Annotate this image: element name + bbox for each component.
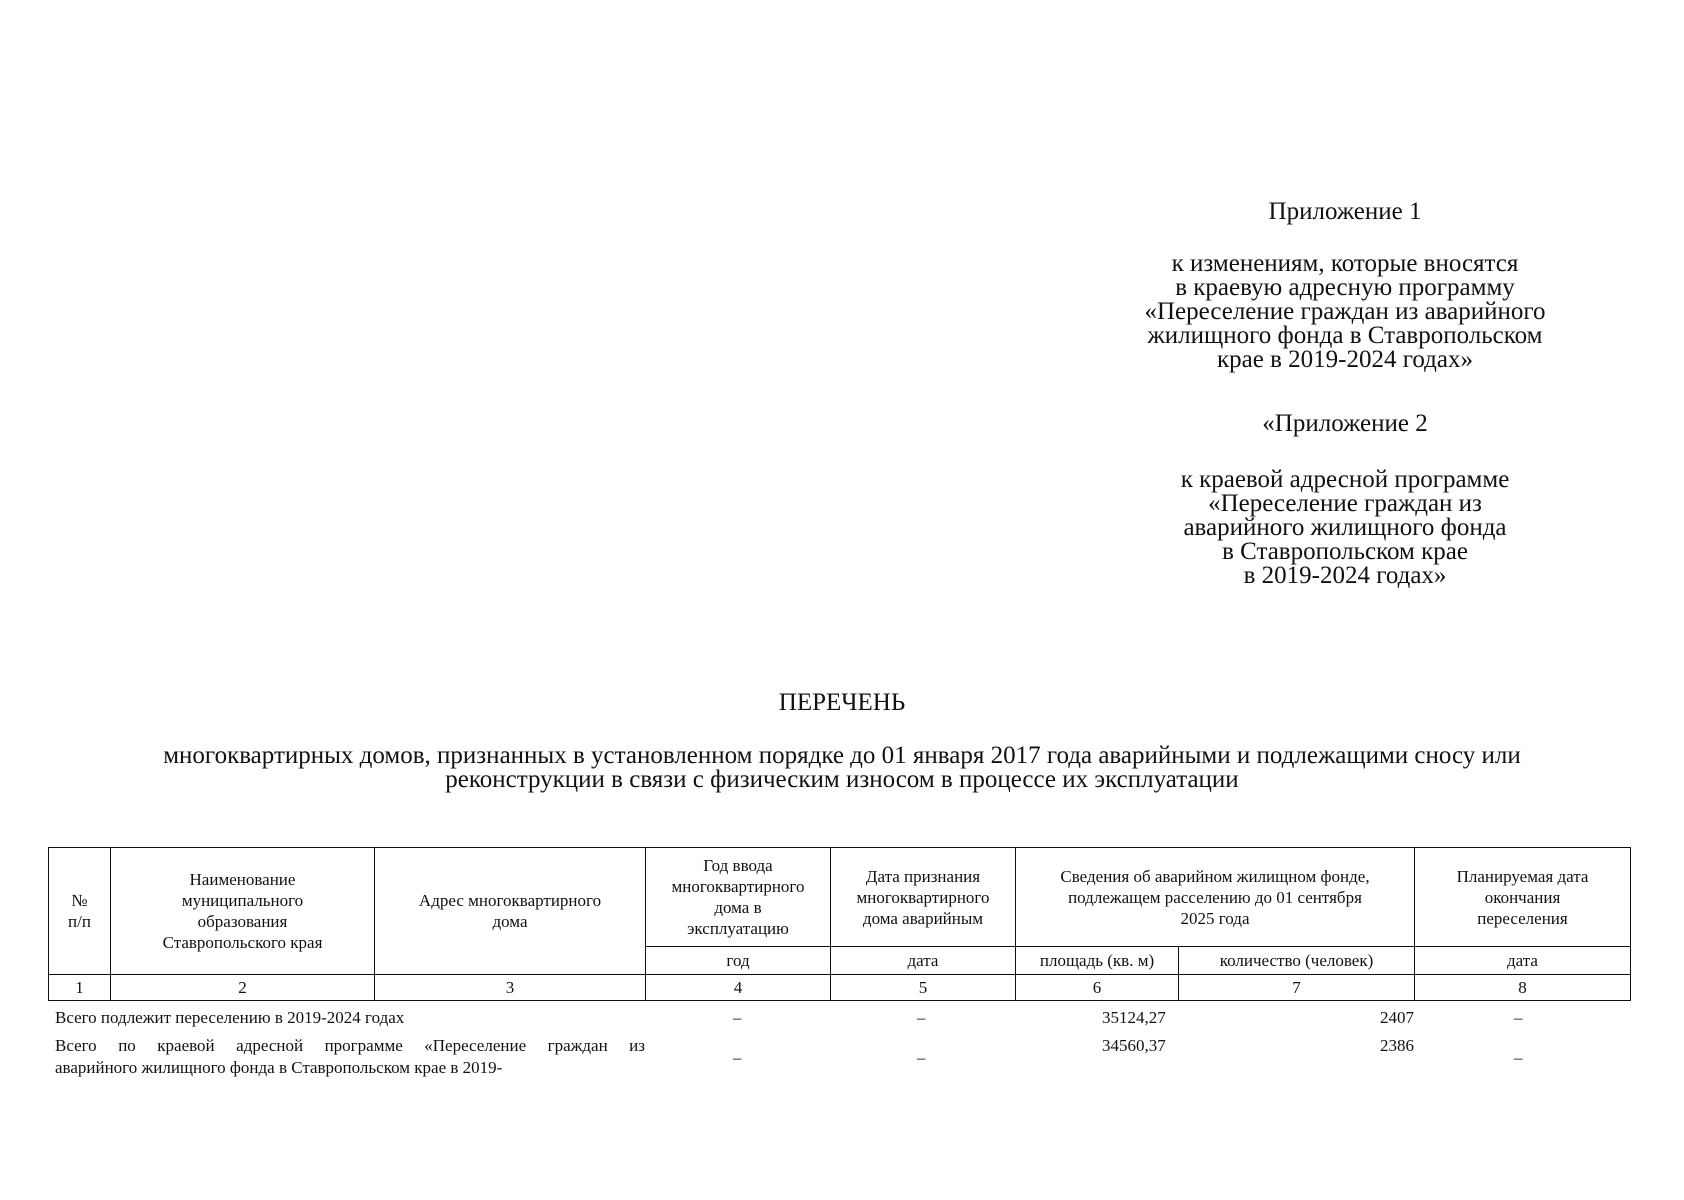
summary-area: 35124,27 [1102, 1008, 1166, 1027]
summary-year: – [733, 1048, 742, 1067]
column-number: 6 [1016, 975, 1179, 1001]
summary-planned: – [1514, 1008, 1523, 1027]
summary-label: Всего подлежит переселению в 2019-2024 годах [55, 1008, 405, 1027]
document-subtitle: многоквартирных домов, признанных в установленном порядке до 01 января 2017 года аварийными и подлежащими сносу или реконструкции в связи с физическим износом в процессе их эксплуатации [163, 742, 1521, 793]
summary-recognition: – [917, 1008, 926, 1027]
summary-planned: – [1514, 1048, 1523, 1067]
document-title: ПЕРЕЧЕНЬ [778, 689, 906, 716]
subheader-year: год [646, 947, 831, 975]
houses-table [48, 847, 1631, 1001]
column-number: 3 [375, 975, 646, 1001]
header-recognition-date: Дата признания многоквартирного дома аварийным [831, 848, 1016, 947]
subheader-recognition-date: дата [831, 947, 1016, 975]
column-number: 8 [1415, 975, 1631, 1001]
summary-area: 34560,37 [1102, 1036, 1166, 1055]
appendix-1-title: Приложение 1 [1268, 198, 1422, 225]
subheader-planned-date: дата [1415, 947, 1631, 975]
column-number: 2 [111, 975, 375, 1001]
summary-label: Всего по краевой адресной программе «Переселение граждан из аварийного жилищного фонда в Ставропольском крае в 2019- [55, 1036, 645, 1077]
appendix-2-title: «Приложение 2 [1262, 410, 1428, 437]
header-planned-date: Планируемая дата окончания переселения [1415, 848, 1631, 947]
header-year: Год ввода многоквартирного дома в эксплуатацию [646, 848, 831, 947]
column-number: 1 [49, 975, 111, 1001]
summary-recognition: – [917, 1048, 926, 1067]
subheader-people: количество (человек) [1179, 947, 1415, 975]
header-num: № п/п [49, 848, 111, 975]
summary-year: – [733, 1008, 742, 1027]
column-number: 7 [1179, 975, 1415, 1001]
subheader-area: площадь (кв. м) [1016, 947, 1179, 975]
column-number: 5 [831, 975, 1016, 1001]
header-address: Адрес многоквартирного дома [375, 848, 646, 975]
appendix-1-text: к изменениям, которые вносятся в краевую адресную программу «Переселение граждан из аварийного жилищного фонда в Ставропольском крае в 2019-2024 годах» [1144, 250, 1546, 373]
header-fund-info: Сведения об аварийном жилищном фонде, подлежащем расселению до 01 сентября 2025 года [1016, 848, 1415, 947]
column-number-row [49, 975, 1631, 1001]
column-number: 4 [646, 975, 831, 1001]
appendix-2-text: к краевой адресной программе «Переселение граждан из аварийного жилищного фонда в Ставропольском крае в 2019-2024 годах» [1180, 466, 1510, 589]
summary-people: 2386 [1380, 1036, 1414, 1055]
summary-people: 2407 [1380, 1008, 1414, 1027]
header-municipality: Наименование муниципального образования Ставропольского края [111, 848, 375, 975]
